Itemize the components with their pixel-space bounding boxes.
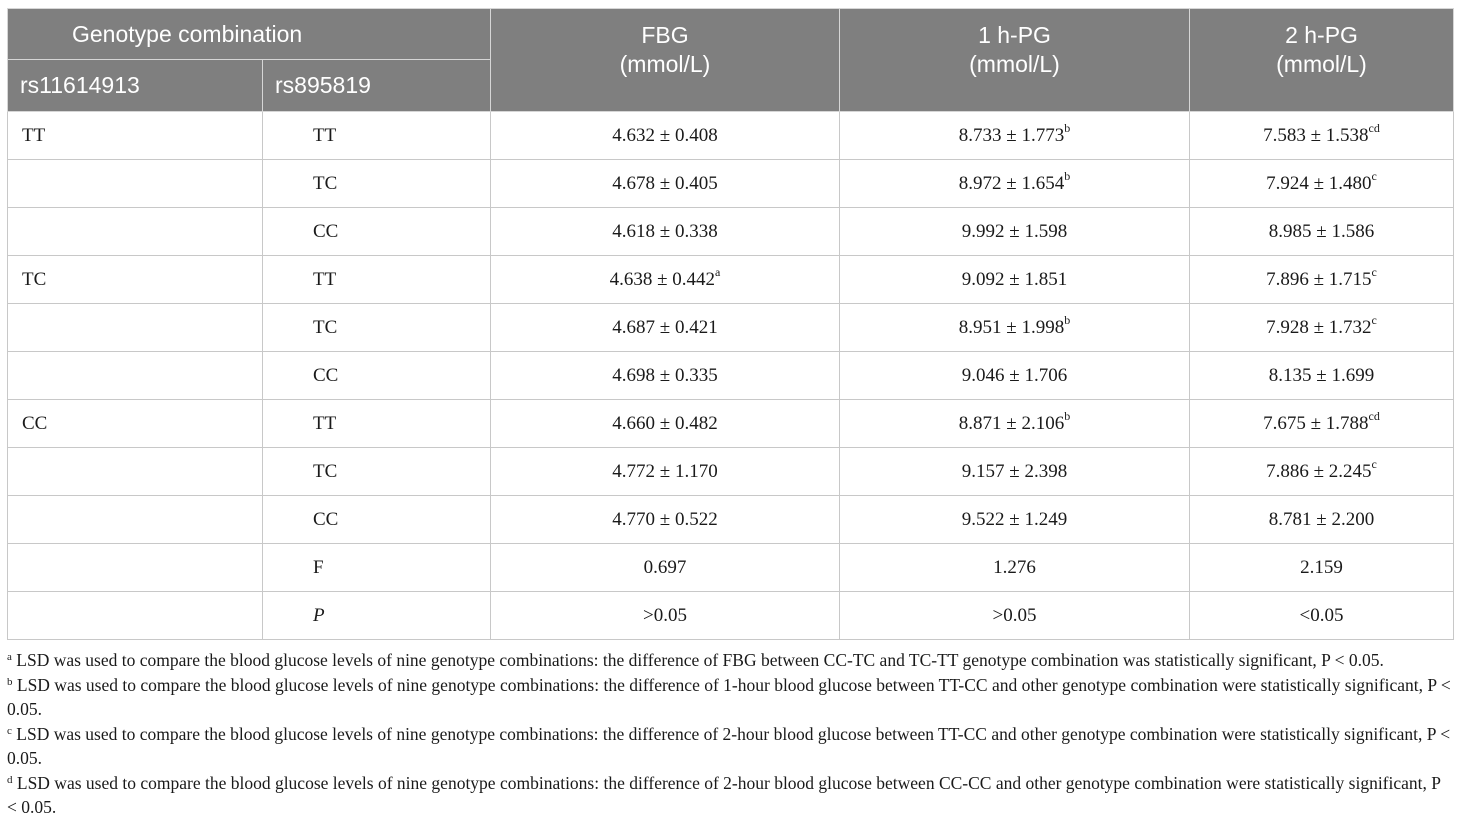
p-value-row (8, 592, 1454, 640)
rs11614913-cell (8, 496, 263, 544)
pg1-cell (840, 448, 1190, 496)
fbg-cell (491, 400, 840, 448)
pg2-cell-significance-mark: cd (1368, 408, 1380, 423)
fbg-cell-value: 4.687 ± 0.421 (612, 316, 718, 338)
rs11614913-cell (8, 448, 263, 496)
rs11614913-cell (8, 160, 263, 208)
footnote (7, 722, 1453, 771)
table-row (8, 160, 1454, 208)
table-row (8, 112, 1454, 160)
genotype-glucose-table (7, 8, 1454, 640)
pg2-cell-value: 7.924 ± 1.480 (1266, 172, 1372, 194)
pg2-cell-significance-mark: c (1371, 456, 1377, 471)
header-rs11614913: rs11614913 (8, 60, 263, 112)
footnote-text: LSD was used to compare the blood glucose levels of nine genotype combinations: the difference of 2-hour blood glucose between CC-CC and other genotype combination were statistically significant, P < 0.05. (7, 772, 1441, 817)
pg1-cell-value: 9.522 ± 1.249 (961, 508, 1068, 530)
pg1-cell (840, 112, 1190, 160)
header-1h-pg-label: 1 h-PG (978, 22, 1051, 48)
cell-empty (8, 544, 263, 592)
rs895819-cell-value: TT (313, 124, 337, 146)
pg1-cell-significance-mark: b (1064, 120, 1071, 135)
table-row (8, 208, 1454, 256)
pg1-cell (840, 304, 1190, 352)
pg2-cell-value: 7.896 ± 1.715 (1266, 268, 1372, 290)
p-2h-pg: <0.05 (1190, 592, 1454, 640)
fbg-cell (491, 256, 840, 304)
fbg-cell-value: 4.770 ± 0.522 (612, 508, 718, 530)
fbg-cell (491, 160, 840, 208)
fbg-cell (491, 496, 840, 544)
pg1-cell (840, 160, 1190, 208)
header-2h-pg (1190, 9, 1454, 112)
f-1h-pg: 1.276 (840, 544, 1190, 592)
table-row (8, 352, 1454, 400)
table-body (8, 112, 1454, 544)
footnote (7, 673, 1453, 722)
rs895819-cell (263, 304, 491, 352)
rs895819-cell (263, 208, 491, 256)
pg2-cell-value: 7.928 ± 1.732 (1266, 316, 1372, 338)
f-statistic-row (8, 544, 1454, 592)
pg1-cell-value: 8.951 ± 1.998 (958, 316, 1065, 338)
pg2-cell-value: 7.583 ± 1.538 (1263, 124, 1369, 146)
pg1-cell-value: 9.157 ± 2.398 (961, 460, 1068, 482)
table-row (8, 304, 1454, 352)
pg2-cell (1190, 496, 1454, 544)
pg1-cell-value: 9.992 ± 1.598 (961, 220, 1068, 242)
pg1-cell (840, 352, 1190, 400)
fbg-cell-significance-mark: a (715, 264, 721, 279)
fbg-cell-value: 4.698 ± 0.335 (612, 364, 718, 386)
pg1-cell (840, 256, 1190, 304)
pg2-cell (1190, 352, 1454, 400)
fbg-cell (491, 112, 840, 160)
footnote-mark: c (7, 724, 12, 737)
footnote-text: LSD was used to compare the blood glucose levels of nine genotype combinations: the difference of 1-hour blood glucose between TT-CC and other genotype combination were statistically significant, P < 0.05. (7, 674, 1451, 719)
table-container (7, 8, 1453, 820)
pg2-cell (1190, 208, 1454, 256)
fbg-cell-value: 4.660 ± 0.482 (612, 412, 718, 434)
header-fbg (491, 9, 840, 112)
pg2-cell (1190, 112, 1454, 160)
rs895819-cell-value: CC (313, 220, 339, 242)
header-fbg-unit: (mmol/L) (619, 51, 711, 77)
rs11614913-cell (8, 208, 263, 256)
pg2-cell-significance-mark: cd (1368, 120, 1380, 135)
rs895819-cell (263, 400, 491, 448)
rs895819-cell-value: TC (313, 460, 338, 482)
rs11614913-cell (8, 304, 263, 352)
footnote (7, 648, 1453, 673)
rs895819-cell-value: CC (313, 508, 339, 530)
rs11614913-cell-value: TT (22, 124, 46, 146)
pg2-cell-value: 8.985 ± 1.586 (1268, 220, 1375, 242)
pg1-cell-value: 9.046 ± 1.706 (961, 364, 1068, 386)
rs11614913-cell (8, 352, 263, 400)
footnote-text: LSD was used to compare the blood glucose levels of nine genotype combinations: the difference of FBG between CC-TC and TC-TT genotype combination was statistically significant, P < 0.05. (11, 650, 1384, 670)
fbg-cell (491, 448, 840, 496)
rs895819-cell-value: TC (313, 316, 338, 338)
rs895819-cell-value: TC (313, 172, 338, 194)
table-stats (8, 544, 1454, 640)
footnote-mark: d (7, 773, 13, 786)
table-row (8, 400, 1454, 448)
table-row (8, 496, 1454, 544)
rs11614913-cell (8, 112, 263, 160)
fbg-cell (491, 352, 840, 400)
pg2-cell-significance-mark: c (1371, 168, 1377, 183)
pg1-cell-significance-mark: b (1064, 408, 1071, 423)
pg2-cell (1190, 256, 1454, 304)
rs895819-cell-value: TT (313, 268, 337, 290)
rs895819-cell (263, 112, 491, 160)
footnote-mark: b (7, 675, 13, 688)
fbg-cell-value: 4.772 ± 1.170 (612, 460, 718, 482)
header-fbg-label: FBG (641, 22, 689, 48)
header-1h-pg (840, 9, 1190, 112)
header-2h-pg-unit: (mmol/L) (1276, 51, 1367, 77)
rs11614913-cell-value: CC (22, 412, 48, 434)
rs895819-cell (263, 256, 491, 304)
pg1-cell-significance-mark: b (1064, 312, 1071, 327)
fbg-cell-value: 4.638 ± 0.442 (609, 268, 716, 290)
rs895819-cell (263, 496, 491, 544)
pg2-cell (1190, 400, 1454, 448)
pg2-cell-significance-mark: c (1371, 264, 1377, 279)
rs11614913-cell (8, 400, 263, 448)
rs11614913-cell (8, 256, 263, 304)
pg1-cell-value: 8.972 ± 1.654 (958, 172, 1065, 194)
table-footnotes (7, 648, 1453, 820)
f-2h-pg: 2.159 (1190, 544, 1454, 592)
header-2h-pg-label: 2 h-PG (1285, 22, 1358, 48)
header-rs895819: rs895819 (263, 60, 491, 112)
rs895819-cell-value: CC (313, 364, 339, 386)
footnote-text: LSD was used to compare the blood glucose levels of nine genotype combinations: the difference of 2-hour blood glucose between TT-CC and other genotype combination were statistically significant, P < 0.05. (7, 723, 1451, 768)
pg2-cell (1190, 160, 1454, 208)
p-fbg: >0.05 (491, 592, 840, 640)
rs895819-cell (263, 448, 491, 496)
rs895819-cell (263, 160, 491, 208)
f-fbg: 0.697 (491, 544, 840, 592)
pg1-cell-value: 8.871 ± 2.106 (958, 412, 1065, 434)
pg1-cell (840, 400, 1190, 448)
footnote-mark: a (7, 651, 12, 663)
header-genotype-combination: Genotype combination (8, 9, 491, 60)
rs895819-cell-value: TT (313, 412, 337, 434)
pg1-cell (840, 496, 1190, 544)
p-label: P (263, 592, 491, 640)
footnote (7, 771, 1453, 820)
cell-empty (8, 592, 263, 640)
rs11614913-cell-value: TC (22, 268, 47, 290)
pg2-cell-value: 8.135 ± 1.699 (1268, 364, 1375, 386)
header-1h-pg-unit: (mmol/L) (969, 51, 1060, 77)
rs895819-cell (263, 352, 491, 400)
pg1-cell (840, 208, 1190, 256)
fbg-cell (491, 208, 840, 256)
f-label: F (263, 544, 491, 592)
pg1-cell-value: 8.733 ± 1.773 (958, 124, 1065, 146)
pg2-cell (1190, 448, 1454, 496)
table-row (8, 256, 1454, 304)
pg2-cell-value: 8.781 ± 2.200 (1268, 508, 1375, 530)
p-1h-pg: >0.05 (840, 592, 1190, 640)
pg2-cell (1190, 304, 1454, 352)
fbg-cell-value: 4.632 ± 0.408 (612, 124, 718, 146)
pg1-cell-value: 9.092 ± 1.851 (961, 268, 1068, 290)
fbg-cell (491, 304, 840, 352)
fbg-cell-value: 4.618 ± 0.338 (612, 220, 718, 242)
fbg-cell-value: 4.678 ± 0.405 (612, 172, 718, 194)
pg2-cell-significance-mark: c (1371, 312, 1377, 327)
table-row (8, 448, 1454, 496)
pg2-cell-value: 7.886 ± 2.245 (1266, 460, 1372, 482)
pg1-cell-significance-mark: b (1064, 168, 1071, 183)
pg2-cell-value: 7.675 ± 1.788 (1263, 412, 1369, 434)
